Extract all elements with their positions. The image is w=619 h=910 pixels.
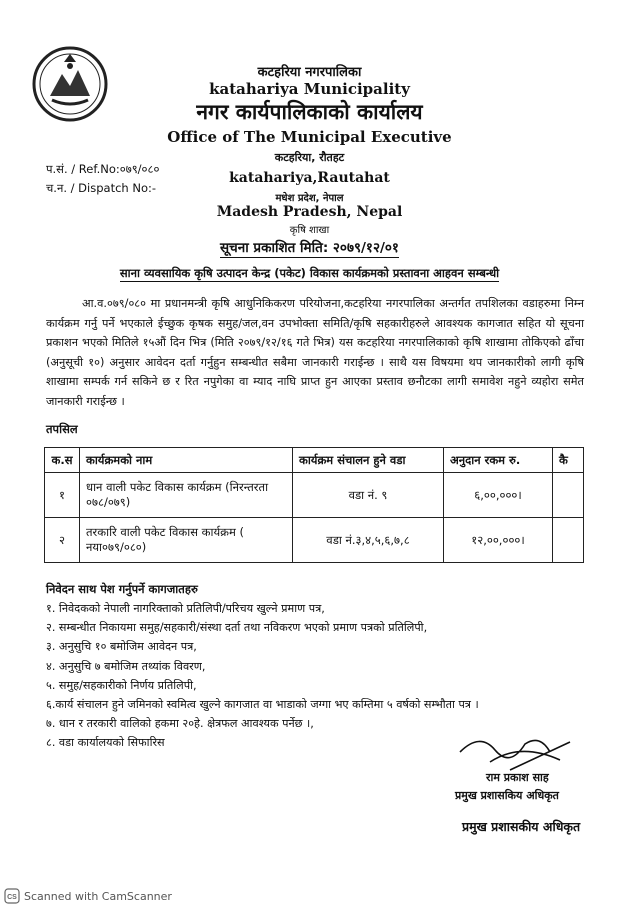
- details-label: तपसिल: [46, 422, 78, 436]
- subject-line: [0, 266, 619, 281]
- table-row: [45, 473, 584, 518]
- cell-remarks: [553, 473, 584, 518]
- svg-text:CS: CS: [7, 894, 17, 901]
- list-item: १. निवेदकको नेपाली नागरिक्ताको प्रतिलिपी/परिचय खुल्ने प्रमाण पत्र,: [46, 602, 325, 615]
- branch-name: कृषि शाखा: [289, 225, 330, 236]
- program-table: [44, 447, 584, 563]
- ref-value: ०७९/०८०: [119, 162, 160, 176]
- ref-line: [46, 160, 160, 179]
- required-docs-title: निवेदन साथ पेश गर्नुपर्ने कागजातहरु: [46, 582, 198, 596]
- cell-ward: वडा नं. ९: [293, 473, 444, 518]
- table-row: [45, 518, 584, 563]
- dispatch-value: -: [151, 181, 157, 195]
- office-name-english: Office of The Municipal Executive: [167, 128, 452, 146]
- cell-ward: वडा नं.३,४,५,६,७,८: [293, 518, 444, 563]
- list-item: ८. वडा कार्यालयको सिफारिस: [46, 736, 165, 750]
- list-item: ३. अनुसुचि १० बमोजिम आवेदन पत्र,: [46, 640, 197, 654]
- signatory-title: प्रमुख प्रशासकिय अधिकृत: [455, 789, 559, 802]
- list-item: ७. धान र तरकारी वालिको हकमा २०हे. क्षेत्रफल आवश्यक पर्नेछ ।,: [46, 717, 314, 731]
- notice-date: सूचना प्रकाशित मिति: २०७९/१२/०१: [220, 240, 399, 256]
- cell-serial: १: [45, 473, 80, 518]
- list-item: ५. समुह/सहकारीको निर्णय प्रतिलिपी,: [46, 678, 197, 692]
- cell-remarks: [553, 518, 584, 563]
- province-nepali: मधेश प्रदेश, नेपाल: [275, 193, 344, 204]
- place-english: katahariya,Rautahat: [229, 170, 390, 186]
- municipality-name-english: katahariya Municipality: [209, 80, 410, 98]
- ref-label: प.सं. / Ref.No:: [46, 162, 120, 176]
- dispatch-label: च.न. / Dispatch No:: [46, 181, 152, 195]
- watermark-text: Scanned with CamScanner: [24, 889, 172, 903]
- dispatch-line: [46, 179, 160, 198]
- signatory-title-stamp: प्रमुख प्रशासकीय अधिकृत: [462, 819, 581, 834]
- cell-serial: २: [45, 518, 80, 563]
- col-serial: क.स: [45, 448, 80, 473]
- place-nepali: कटहरिया, रौतहट: [274, 151, 345, 164]
- subject: साना व्यवसायिक कृषि उत्पादन केन्द्र (पकेट) विकास कार्यक्रमको प्रस्तावना आहवन सम्बन्धी: [119, 266, 500, 280]
- cell-grant-amount: १२,००,०००।: [444, 518, 553, 563]
- col-remarks: कै: [553, 448, 584, 473]
- municipality-name-nepali: कटहरिया नगरपालिका: [257, 65, 362, 80]
- cell-program-name: तरकारि वाली पकेट विकास कार्यक्रम ( नया०७९/०८०): [80, 518, 293, 563]
- col-program-name: कार्यक्रमको नाम: [80, 448, 293, 473]
- col-ward: कार्यक्रम संचालन हुने वडा: [293, 448, 444, 473]
- list-item: ४. अनुसुचि ७ बमोजिम तथ्यांक विवरण,: [46, 659, 206, 673]
- list-item: २. सम्बन्धीत निकायमा समुह/सहकारी/संस्था दर्ता तथा नविकरण भएको प्रमाण पत्रको प्रतिलिपी,: [46, 621, 428, 635]
- scanner-watermark: [4, 888, 172, 904]
- cell-grant-amount: ६,००,०००।: [444, 473, 553, 518]
- notice-body: आ.व.०७९/०८० मा प्रधानमन्त्री कृषि आधुनिकिकरण परियोजना,कटहरिया नगरपालिका अन्तर्गत तपशिलका वडाहरुमा निम्न कार्यक्रम गर्नु पर्ने भएकाले ईच्छुक कृषक समुह/जल,वन उपभोक्ता समिति/कृषि सहकारीहरुले आवश्यक कागजात सहित यो सूचना प्रकाशन भएको मितिले १५औं दिन भित्र (मिति २०७९/१२/१६ गते भित्र) यस कटहरिया नगरपालिकाको कृषि शाखामा तोकिएको ढाँचा (अनुसूची १०) अनुसार आवेदन दर्ता गर्नुहुन सम्बन्धीत सबैमा जानकारी गराईन्छ । साथै यस विषयमा थप जानकारीको लागी कृषि शाखामा सम्पर्क गर्न सकिने छ र रित नपुगेका वा म्याद नाघि प्राप्त हुन आएका प्रस्ताव छनौटका लागी समावेश नहुने व्यहोरा समेत जानकारी गराईन्छ ।: [46, 297, 584, 408]
- office-name-nepali: नगर कार्यपालिकाको कार्यालय: [196, 100, 423, 124]
- table-header-row: [45, 448, 584, 473]
- camscanner-icon: [4, 888, 20, 904]
- reference-block: [46, 160, 160, 198]
- list-item: ६.कार्य संचालन हुने जमिनको स्वमित्व खुल्ने कागजात वा भाडाको जग्गा भए कम्तिमा ५ वर्षको सम्भौता पत्र ।: [46, 698, 479, 712]
- signatory-name: राम प्रकाश साह: [486, 771, 549, 784]
- notice-date-line: [0, 238, 619, 256]
- province-english: Madesh Pradesh, Nepal: [216, 204, 403, 220]
- col-grant-amount: अनुदान रकम रु.: [444, 448, 553, 473]
- cell-program-name: धान वाली पकेट विकास कार्यक्रम (निरन्तरता ०७८/०७९): [80, 473, 293, 518]
- required-docs-list: [46, 599, 479, 753]
